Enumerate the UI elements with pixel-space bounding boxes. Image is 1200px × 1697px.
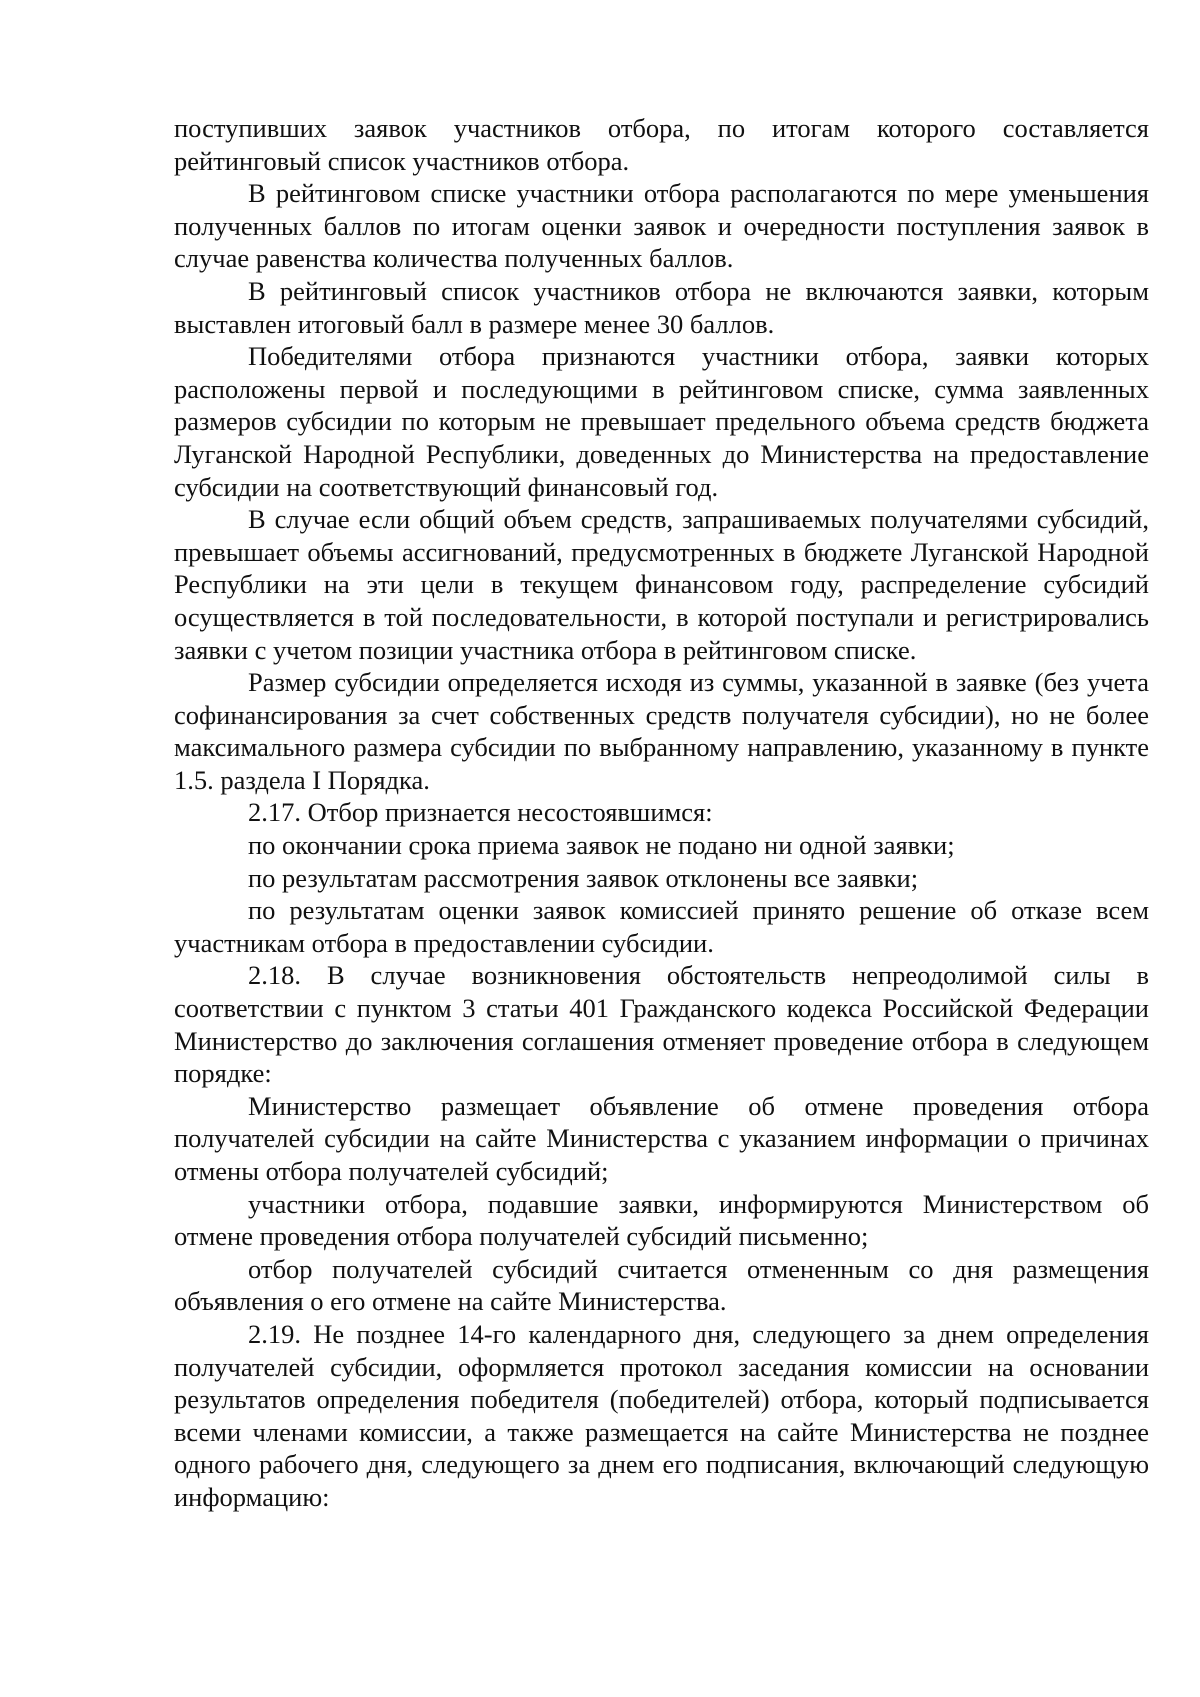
- section-2-19-paragraph: 2.19. Не позднее 14-го календарного дня, следующего за днем определения получателей субсидии, оформляется протокол заседания комиссии на основании результатов определения победителя (победителей) отбора, который подписывается всеми членами комиссии, а также размещается на сайте Министерства не позднее одного рабочего дня, следующего за днем его подписания, включающий следующую информацию:: [174, 1318, 1149, 1512]
- list-item: по окончании срока приема заявок не подано ни одной заявки;: [248, 830, 955, 861]
- section-2-17-heading: 2.17. Отбор признается несостоявшимся:: [248, 797, 713, 828]
- list-item: Министерство размещает объявление об отмене проведения отбора получателей субсидии на сайте Министерства с указанием информации о причинах отмены отбора получателей субсидий;: [174, 1090, 1149, 1186]
- document-page: [174, 112, 1149, 1514]
- paragraph: В рейтинговый список участников отбора не включаются заявки, которым выставлен итоговый балл в размере менее 30 баллов.: [174, 275, 1149, 339]
- list-item: по результатам рассмотрения заявок отклонены все заявки;: [248, 862, 919, 893]
- paragraph: Победителями отбора признаются участники отбора, заявки которых расположены первой и последующими в рейтинговом списке, сумма заявленных размеров субсидии по которым не превышает предельного объема средств бюджета Луганской Народной Республики, доведенных до Министерства на предоставление субсидии на соответствующий финансовый год.: [174, 341, 1149, 502]
- paragraph: В случае если общий объем средств, запрашиваемых получателями субсидий, превышает объемы ассигнований, предусмотренных в бюджете Луганской Народной Республики на эти цели в текущем финансовом году, распределение субсидий осуществляется в той последовательности, в которой поступали и регистрировались заявки с учетом позиции участника отбора в рейтинговом списке.: [174, 504, 1149, 665]
- list-item: по результатам оценки заявок комиссией принято решение об отказе всем участникам отбора в предоставлении субсидии.: [174, 895, 1149, 958]
- paragraph: поступивших заявок участников отбора, по итогам которого составляется рейтинговый список участников отбора.: [174, 113, 1149, 176]
- list-item: отбор получателей субсидий считается отмененным со дня размещения объявления о его отмене на сайте Министерства.: [174, 1253, 1149, 1317]
- paragraph: В рейтинговом списке участники отбора располагаются по мере уменьшения полученных баллов по итогам оценки заявок и очередности поступления заявок в случае равенства количества полученных баллов.: [174, 178, 1149, 274]
- section-2-18-paragraph: 2.18. В случае возникновения обстоятельств непреодолимой силы в соответствии с пунктом 3 статьи 401 Гражданского кодекса Российской Федерации Министерство до заключения соглашения отменяет проведение отбора в следующем порядке:: [174, 960, 1149, 1089]
- list-item: участники отбора, подавшие заявки, информируются Министерством об отмене проведения отбора получателей субсидий письменно;: [174, 1188, 1149, 1252]
- paragraph: Размер субсидии определяется исходя из суммы, указанной в заявке (без учета софинансирования за счет собственных средств получателя субсидии), но не более максимального размера субсидии по выбранному направлению, указанному в пункте 1.5. раздела I Порядка.: [174, 667, 1149, 795]
